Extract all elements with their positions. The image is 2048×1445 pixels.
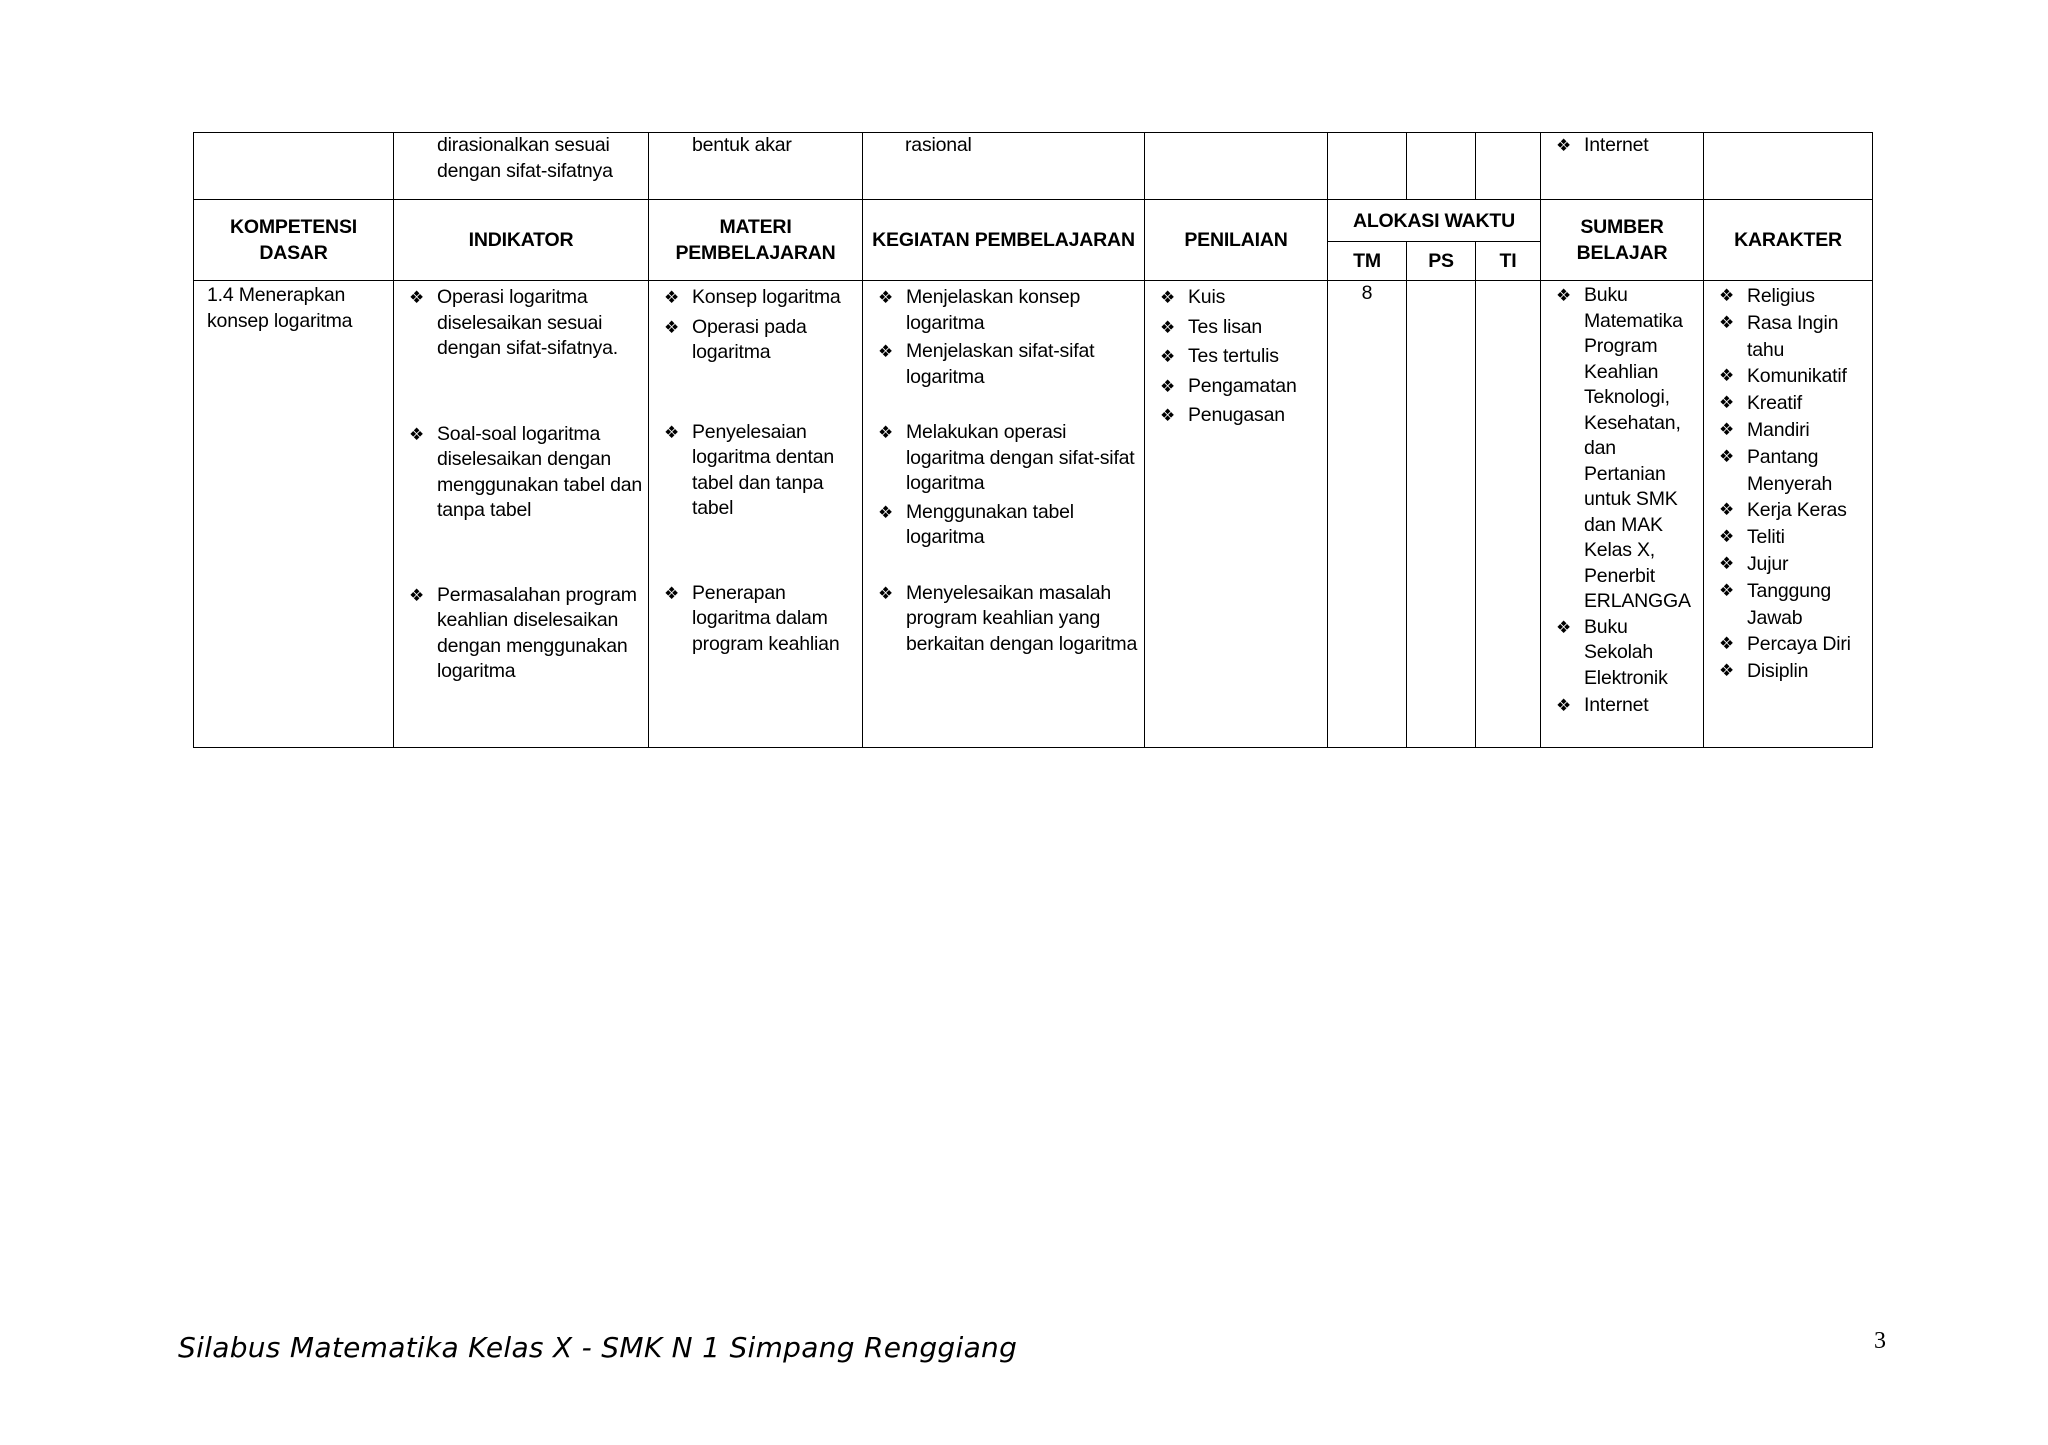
karakter-line: tahu	[1747, 338, 1785, 361]
kompetensi-line: konsep logaritma	[207, 309, 353, 332]
materi-item	[664, 420, 862, 522]
sumber-line: Matematika	[1584, 309, 1683, 332]
cont-materi-cell	[649, 133, 863, 200]
indikator-item	[409, 285, 648, 362]
header-tm: TM	[1328, 242, 1407, 281]
header-materi	[649, 200, 863, 281]
penilaian-item: ❖ Kuis	[1160, 285, 1327, 311]
penilaian-item: ❖ Pengamatan	[1160, 374, 1327, 400]
materi-line: tabel dan tanpa	[692, 471, 824, 494]
sumber-line: dan MAK	[1584, 513, 1663, 536]
cont-materi-text: bentuk akar	[692, 134, 792, 156]
karakter-line: ❖ Mandiri	[1747, 418, 1810, 441]
indikator-line: dengan menggunakan	[437, 634, 628, 657]
indikator-line: ❖ Soal-soal logaritma	[437, 422, 601, 445]
penilaian-item: ❖ Penugasan	[1160, 403, 1327, 429]
kegiatan-line: logaritma	[906, 311, 985, 334]
header-kompetensi-line: DASAR	[259, 242, 328, 264]
sumber-line: Kesehatan,	[1584, 411, 1681, 434]
sumber-line: ❖ Buku	[1584, 284, 1628, 306]
kegiatan-cell	[863, 281, 1145, 748]
header-alokasi: ALOKASI WAKTU	[1328, 200, 1541, 242]
indikator-line: diselesaikan dengan	[437, 448, 612, 470]
karakter-line: ❖ Pantang	[1747, 445, 1819, 468]
sumber-line: Penerbit	[1584, 564, 1656, 587]
ti-cell	[1476, 281, 1541, 748]
karakter-item	[1719, 551, 1872, 578]
sumber-line: ❖ Internet	[1584, 694, 1649, 716]
sumber-line: Elektronik	[1584, 666, 1668, 689]
materi-line: logaritma dalam	[692, 607, 828, 629]
indikator-line: dengan sifat-sifatnya.	[437, 337, 618, 359]
header-materi-line: MATERI	[719, 216, 792, 238]
karakter-item	[1719, 417, 1872, 444]
header-indikator: INDIKATOR	[394, 200, 649, 281]
karakter-item	[1719, 444, 1872, 498]
karakter-line: ❖ Teliti	[1747, 526, 1785, 549]
karakter-line: ❖ Religius	[1747, 285, 1815, 307]
indikator-line: keahlian diselesaikan	[437, 609, 619, 631]
karakter-item	[1719, 631, 1872, 658]
indikator-item	[409, 422, 648, 524]
penilaian-item: ❖ Tes tertulis	[1160, 344, 1327, 370]
kegiatan-item	[878, 339, 1144, 390]
kegiatan-line: logaritma	[906, 526, 985, 548]
kegiatan-line: ❖ Menyelesaikan masalah	[906, 581, 1111, 604]
cont-ti-cell	[1476, 133, 1541, 200]
materi-line: ❖ Operasi pada	[692, 315, 807, 338]
sumber-line: Program	[1584, 335, 1658, 357]
kegiatan-item	[878, 581, 1144, 658]
kompetensi-cell	[194, 281, 394, 748]
indikator-line: ❖ Permasalahan program	[437, 583, 637, 606]
sumber-line: Keahlian	[1584, 360, 1659, 383]
karakter-line: Jawab	[1747, 606, 1803, 629]
penilaian-cell	[1145, 281, 1328, 748]
kegiatan-line: logaritma dengan sifat-sifat	[906, 446, 1135, 469]
materi-line: ❖ Penyelesaian	[692, 420, 807, 443]
kegiatan-line: logaritma	[906, 472, 985, 494]
cont-indikator-cell	[394, 133, 649, 200]
syllabus-table	[193, 132, 1873, 748]
materi-line: logaritma dentan	[692, 446, 835, 468]
cont-sumber-item: ❖ Internet	[1556, 133, 1703, 159]
header-ti: TI	[1476, 242, 1541, 281]
continuation-row	[194, 133, 1873, 200]
karakter-item	[1719, 390, 1872, 417]
indikator-line: diselesaikan sesuai	[437, 311, 603, 334]
cont-sumber-cell	[1541, 133, 1704, 200]
header-materi-line: PEMBELAJARAN	[675, 242, 836, 264]
sumber-line: untuk SMK	[1584, 488, 1678, 510]
karakter-line: ❖ Jujur	[1747, 552, 1789, 575]
indikator-line: logaritma	[437, 660, 516, 682]
kegiatan-item	[878, 285, 1144, 336]
karakter-item	[1719, 363, 1872, 390]
header-kompetensi	[194, 200, 394, 281]
cont-kegiatan-text: rasional	[905, 134, 972, 156]
sumber-line: ERLANGGA	[1584, 590, 1691, 612]
karakter-item	[1719, 658, 1872, 685]
header-row	[194, 200, 1873, 242]
materi-line: ❖ Penerapan	[692, 581, 786, 604]
karakter-line: ❖ Komunikatif	[1747, 365, 1847, 388]
indikator-line: menggunakan tabel dan	[437, 473, 643, 496]
karakter-item	[1719, 497, 1872, 524]
cont-ps-cell	[1407, 133, 1476, 200]
sumber-line: dan	[1584, 437, 1616, 459]
karakter-line: ❖ Disiplin	[1747, 660, 1809, 683]
materi-line: program keahlian	[692, 632, 840, 655]
header-sumber	[1541, 200, 1704, 281]
sumber-line: Teknologi,	[1584, 386, 1670, 408]
kegiatan-line: berkaitan dengan logaritma	[906, 632, 1138, 655]
cont-kompetensi-cell	[194, 133, 394, 200]
karakter-line: ❖ Kerja Keras	[1747, 499, 1847, 522]
indikator-line: ❖ Operasi logaritma	[437, 286, 588, 308]
cont-indikator-line: dirasionalkan sesuai	[437, 134, 610, 156]
kegiatan-line: ❖ Menjelaskan sifat-sifat	[906, 340, 1095, 362]
page-number: 3	[1874, 1328, 1886, 1354]
indikator-item	[409, 583, 648, 685]
kegiatan-line: program keahlian yang	[906, 607, 1101, 629]
karakter-line: ❖ Tanggung	[1747, 579, 1832, 602]
header-ps: PS	[1407, 242, 1476, 281]
header-karakter: KARAKTER	[1704, 200, 1873, 281]
kegiatan-item	[878, 500, 1144, 551]
sumber-line: Sekolah	[1584, 641, 1654, 663]
sumber-line: Kelas X,	[1584, 539, 1656, 561]
sumber-item	[1556, 615, 1703, 692]
cont-indikator-line: dengan sifat-sifatnya	[437, 159, 613, 182]
cont-tm-cell	[1328, 133, 1407, 200]
kompetensi-line: 1.4 Menerapkan	[207, 284, 346, 306]
sumber-item	[1556, 283, 1703, 615]
materi-item	[664, 315, 862, 366]
indikator-cell	[394, 281, 649, 748]
header-sumber-line: BELAJAR	[1576, 242, 1668, 264]
materi-line: ❖ Konsep logaritma	[692, 286, 841, 308]
karakter-line: ❖ Kreatif	[1747, 392, 1802, 415]
sumber-item	[1556, 693, 1703, 719]
materi-cell	[649, 281, 863, 748]
cont-penilaian-cell	[1145, 133, 1328, 200]
header-kompetensi-line: KOMPETENSI	[230, 216, 357, 238]
tm-cell: 8	[1328, 281, 1407, 748]
karakter-line: ❖ Rasa Ingin	[1747, 311, 1839, 334]
cont-kegiatan-cell	[863, 133, 1145, 200]
sumber-line: ❖ Buku	[1584, 615, 1628, 638]
materi-line: tabel	[692, 497, 734, 519]
kegiatan-line: logaritma	[906, 365, 985, 388]
ps-cell	[1407, 281, 1476, 748]
header-sumber-line: SUMBER	[1580, 216, 1664, 238]
karakter-line: ❖ Percaya Diri	[1747, 633, 1851, 656]
sumber-cell	[1541, 281, 1704, 748]
sumber-line: Pertanian	[1584, 462, 1666, 485]
karakter-cell	[1704, 281, 1873, 748]
karakter-item	[1719, 310, 1872, 364]
cont-karakter-cell	[1704, 133, 1873, 200]
materi-line: logaritma	[692, 341, 771, 363]
kegiatan-line: ❖ Menggunakan tabel	[906, 500, 1074, 523]
materi-item	[664, 285, 862, 311]
karakter-item	[1719, 578, 1872, 632]
footer-title: Silabus Matematika Kelas X - SMK N 1 Simpang Renggiang	[178, 1331, 1018, 1364]
kegiatan-line: ❖ Melakukan operasi	[906, 421, 1067, 443]
kegiatan-line: ❖ Menjelaskan konsep	[906, 286, 1081, 308]
header-kegiatan: KEGIATAN PEMBELAJARAN	[863, 200, 1145, 281]
indikator-line: tanpa tabel	[437, 499, 532, 521]
materi-item	[664, 581, 862, 658]
kegiatan-item	[878, 420, 1144, 497]
header-penilaian: PENILAIAN	[1145, 200, 1328, 281]
karakter-line: Menyerah	[1747, 472, 1833, 495]
content-row	[194, 281, 1873, 748]
penilaian-item: ❖ Tes lisan	[1160, 315, 1327, 341]
karakter-item	[1719, 283, 1872, 310]
karakter-item	[1719, 524, 1872, 551]
